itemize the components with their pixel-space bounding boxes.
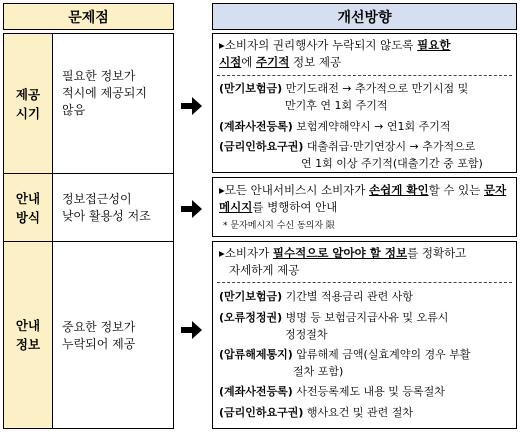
info-item: (압류해제통지) 압류해제 금액(실효계약의 경우 부활 절차 포함) [219, 348, 471, 378]
problem-info: 중요한 정보가 누락되어 제공 [62, 320, 136, 351]
problems-table [3, 33, 174, 429]
divider [217, 75, 512, 76]
improvement-timing-box [212, 33, 517, 173]
info-intro: ▸소비자가 필수적으로 알아야 할 정보를 정확하고 자세하게 제공 [219, 246, 467, 277]
method-note: * 문자메시지 수신 동의자 限 [223, 221, 335, 231]
timing-item: (계좌사전등록) 보험계약해약시 → 연1회 주기적 [219, 120, 451, 133]
problem-method: 정보접근성이 낮아 활용성 저조 [62, 192, 151, 223]
improvement-method-box [212, 177, 517, 237]
timing-item: (만기보험금) 만기도래전 → 추가적으로 만기시점 및 만기후 연 1회 주기적 [219, 82, 469, 112]
improvements-header: 개선방향 [212, 3, 517, 30]
info-item: (오류정정권) 병명 등 보험금지급사유 및 오류시 정정절차 [219, 311, 449, 341]
timing-item: (금리인하요구권) 대출취급·만기연장시 → 추가적으로 연 1회 이상 주기적(대출기간 중 포함) [219, 140, 483, 170]
method-text: ▸모든 안내서비스시 소비자가 손쉽게 확인할 수 있는 문자 메시지를 병행하여 안내 [219, 183, 507, 214]
right-arrow-icon [181, 320, 203, 340]
category-method: 안내 방식 [4, 174, 53, 241]
improvement-info-box [212, 241, 517, 429]
problems-header: 문제점 [3, 3, 174, 30]
info-item: (만기보험금) 기간별 적용금리 관련 사항 [219, 290, 414, 303]
problem-timing: 필요한 정보가 적시에 제공되지 않음 [62, 69, 147, 117]
category-timing: 제공 시기 [4, 34, 53, 173]
category-info: 안내 정보 [4, 242, 53, 428]
right-arrow-icon [181, 96, 203, 116]
problem-row-timing [4, 34, 173, 174]
problem-row-info [4, 242, 173, 428]
timing-intro: ▸소비자의 권리행사가 누락되지 않도록 필요한 시점에 주기적 정보 제공 [219, 38, 451, 69]
right-arrow-icon [181, 199, 203, 219]
info-item: (금리인하요구권) 행사요건 및 관련 절차 [219, 406, 414, 419]
info-item: (계좌사전등록) 사전등록제도 내용 및 등록절차 [219, 385, 445, 398]
problem-row-method [4, 174, 173, 242]
divider [217, 282, 512, 283]
